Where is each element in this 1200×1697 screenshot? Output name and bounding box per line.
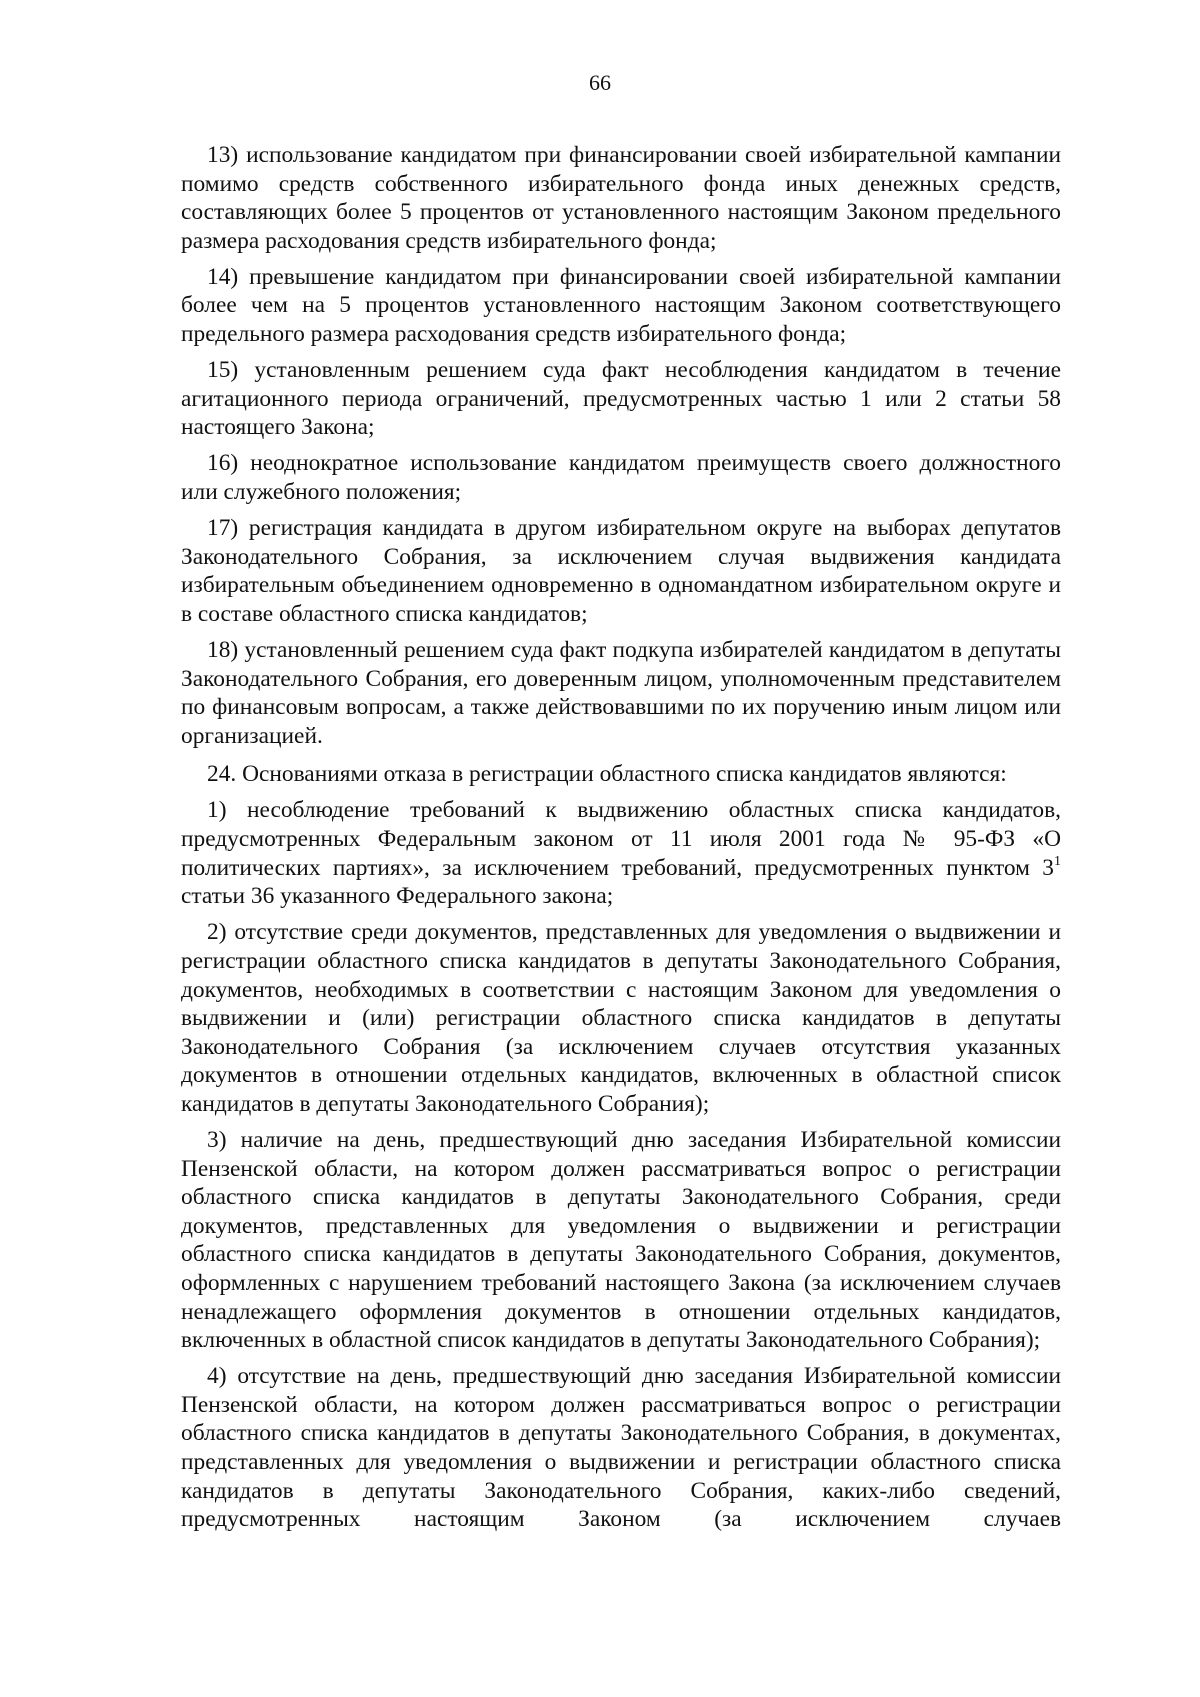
paragraph-section-24-item-3: 3) наличие на день, предшествующий дню заседания Избирательной комиссии Пензенской области, на котором должен рассматриваться вопрос о регистрации областного списка кандидатов в депутаты Законодательного Собрания, среди документов, представленных для уведомления о выдвижении и регистрации областного списка кандидатов в депутаты Законодательного Собрания, документов, оформленных с нарушением требований настоящего Закона (за исключением случаев ненадлежащего оформления документов в отношении отдельных кандидатов, включенных в областной список кандидатов в депутаты Законодательного Собрания); <box>181 1127 1061 1354</box>
paragraph-section-24-item-4: 4) отсутствие на день, предшествующий дню заседания Избирательной комиссии Пензенской области, на котором должен рассматриваться вопрос о регистрации областного списка кандидатов в депутаты Законодательного Собрания, в документах, представленных для уведомления о выдвижении и регистрации областного списка кандидатов в депутаты Законодательного Собрания, каких-либо сведений, предусмотренных настоящим Законом (за исключением случаев <box>181 1363 1061 1533</box>
paragraph-item-15: 15) установленным решением суда факт несоблюдения кандидатом в течение агитационного периода ограничений, предусмотренных частью 1 или 2 статьи 58 настоящего Закона; <box>181 357 1061 441</box>
superscript-marker: 1 <box>1054 853 1061 869</box>
paragraph-item-17: 17) регистрация кандидата в другом избирательном округе на выборах депутатов Законодательного Собрания, за исключением случая выдвижения кандидата избирательным объединением одновременно в одномандатном избирательном округе и в составе областного списка кандидатов; <box>181 515 1061 627</box>
paragraph-item-18: 18) установленный решением суда факт подкупа избирателей кандидатом в депутаты Законодательного Собрания, его доверенным лицом, уполномоченным представителем по финансовым вопросам, а также действовавшими по их поручению иным лицом или организацией. <box>181 637 1061 749</box>
paragraph-section-24-item-2: 2) отсутствие среди документов, представленных для уведомления о выдвижении и регистрации областного списка кандидатов в депутаты Законодательного Собрания, документов, необходимых в соответствии с настоящим Законом для уведомления о выдвижении и (или) регистрации областного списка кандидатов в депутаты Законодательного Собрания (за исключением случаев отсутствия указанных документов в отношении отдельных кандидатов, включенных в областной список кандидатов в депутаты Законодательного Собрания); <box>181 919 1061 1117</box>
section-24-heading: 24. Основаниями отказа в регистрации областного списка кандидатов являются: <box>207 761 1007 788</box>
page-number: 66 <box>589 70 611 95</box>
paragraph-item-13: 13) использование кандидатом при финансировании своей избирательной кампании помимо средств собственного избирательного фонда иных денежных средств, составляющих более 5 процентов от установленного настоящим Законом предельного размера расходования средств избирательного фонда; <box>181 142 1061 254</box>
document-body <box>181 141 1061 1541</box>
paragraph-item-16: 16) неоднократное использование кандидатом преимуществ своего должностного или служебного положения; <box>181 450 1061 506</box>
paragraph-text-continued: статьи 36 указанного Федерального закона; <box>181 883 614 910</box>
paragraph-item-14: 14) превышение кандидатом при финансировании своей избирательной кампании более чем на 5 процентов установленного настоящим Законом соответствующего предельного размера расходования средств избирательного фонда; <box>181 263 1061 348</box>
paragraph-text: 1) несоблюдение требований к выдвижению областных списка кандидатов, предусмотренных Федеральным законом от 11 июля 2001 года № 95-ФЗ «О политических партиях», за исключением требований, предусмотренных пунктом 3 <box>181 797 1061 881</box>
paragraph-section-24-item-1 <box>181 796 1061 910</box>
